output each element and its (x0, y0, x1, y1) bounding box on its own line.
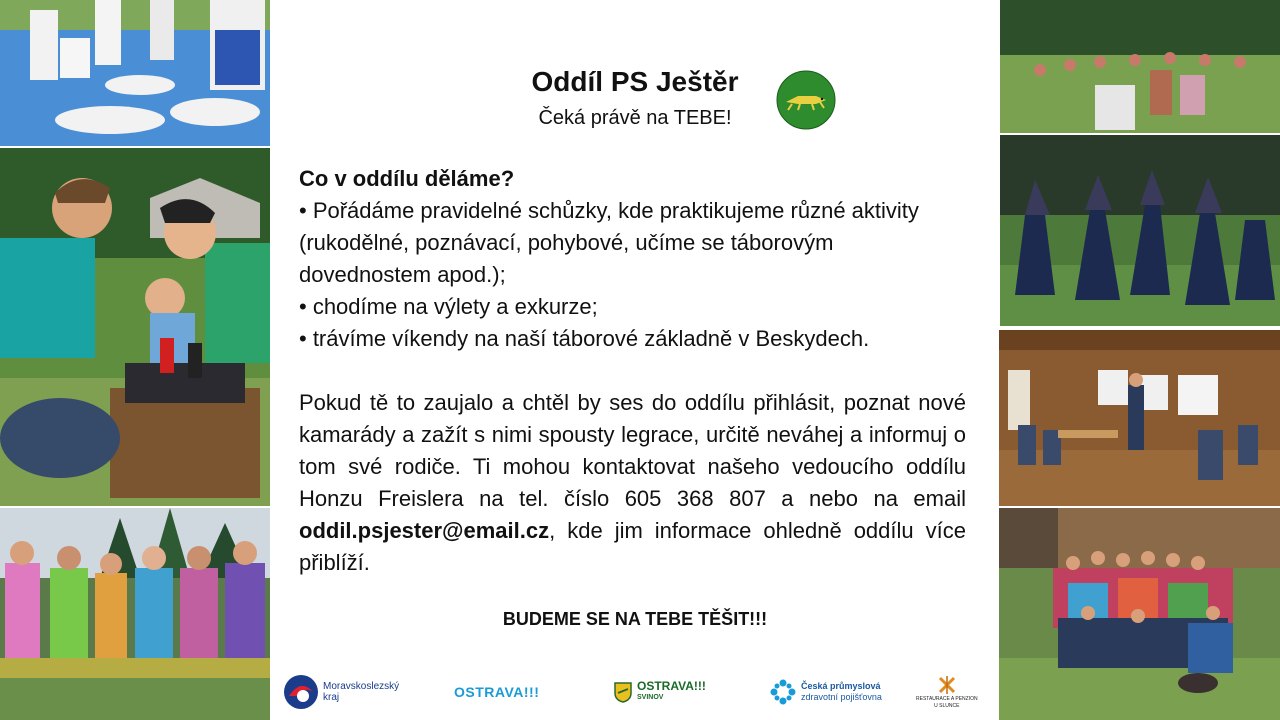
sponsor-label: zdravotní pojišťovna (801, 692, 882, 702)
section-heading: Co v oddílu děláme? (299, 166, 515, 191)
bullet-item: • Pořádáme pravidelné schůzky, kde praktikujeme různé aktivity (rukodělné, poznávací, pohybové, učíme se táborovým dovednostem apod.); (299, 198, 919, 287)
sponsor-cpzp (769, 668, 882, 716)
photo-right-group (998, 508, 1280, 720)
sponsor-logos (271, 668, 999, 716)
sponsor-label: RESTAURACE A PENZION (916, 696, 978, 702)
photo-right-cabin-meeting (998, 330, 1280, 506)
troop-logo (776, 70, 836, 130)
center-panel (271, 0, 999, 720)
sun-icon (936, 674, 958, 696)
sponsor-moravskoslezsky-kraj (283, 668, 399, 716)
photo-left-crafts (0, 148, 270, 506)
contact-paragraph (299, 387, 966, 579)
page-title: Oddíl PS Ještěr (531, 66, 739, 97)
bullet-item: • chodíme na výlety a exkurze; (299, 294, 598, 319)
sponsor-label: Moravskoslezský (323, 681, 400, 692)
photo-right-witches (1000, 135, 1280, 326)
closing-text: BUDEME SE NA TEBE TĚŠIT!!! (502, 609, 768, 629)
photo-right-yoga (1000, 0, 1280, 133)
contact-email: oddil.psjester@email.cz (299, 518, 550, 543)
contact-text-end: , kde jim informace ohledně oddílu více přiblíží. (299, 518, 966, 575)
photo-left-martial-arts (0, 0, 270, 146)
sponsor-ostrava (454, 668, 539, 716)
page-subtitle: Čeká právě na TEBE! (538, 107, 732, 129)
svinov-crest-icon (613, 681, 633, 703)
body-text (299, 163, 966, 579)
svinov-wordmark: OSTRAVA!!! (637, 679, 706, 693)
photo-left-band (0, 508, 270, 720)
bullet-item: • trávíme víkendy na naší táborové základně v Beskydech. (299, 326, 870, 351)
cpzp-cross-icon (769, 678, 797, 706)
sponsor-label: Česká průmyslová (801, 681, 881, 691)
sponsor-ostrava-svinov (613, 668, 706, 716)
ostrava-wordmark: OSTRAVA!!! (454, 684, 540, 700)
sponsor-label: U SLUNCE (934, 703, 960, 709)
contact-text: Pokud tě to zaujalo a chtěl by ses do oddílu přihlásit, poznat nové kamarády a zažít s nimi spousty legrace, určitě neváhej a informuj o tom své rodiče. Ti mohou kontaktovat našeho vedoucího oddílu Honzu Freislera na tel. číslo 605 368 807 a nebo na email (299, 390, 966, 511)
sponsor-restaurace (916, 668, 978, 716)
sponsor-label: kraj (323, 692, 340, 703)
svinov-sublabel: SVINOV (637, 694, 664, 701)
moravskoslezsky-logo-icon (283, 674, 319, 710)
